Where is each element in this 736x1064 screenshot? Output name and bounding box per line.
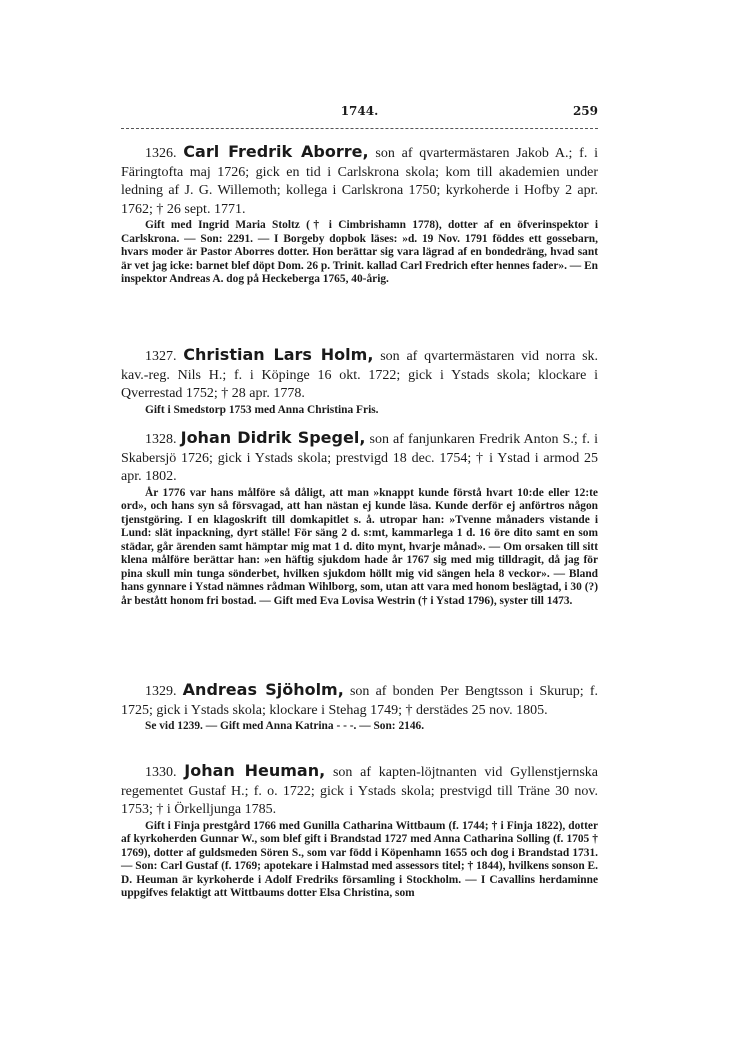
entry-name: Andreas Sjöholm, bbox=[182, 680, 344, 699]
entry-main-text bbox=[121, 429, 598, 487]
entry-biography: son af qvartermästaren vid norra sk. kav.-reg. Nils H.; f. i Köpinge 16 okt. 1722; gick i Ystads skola; klockare i Qverrestad 1752; † 28 apr. 1778. bbox=[121, 349, 599, 401]
entry-biography: son af fanjunkaren Fredrik Anton S.; f. i Skabersjö 1726; gick i Ystads skola; prestvigd 18 dec. 1754; † i Ystad i armod 25 apr. 1802. bbox=[121, 432, 599, 484]
entry-note: Gift med Ingrid Maria Stoltz († i Cimbrishamn 1778), dotter af en öfverinspektor i Carlskrona. — Son: 2291. — I Borgeby dopbok läses: »d. 19 Nov. 1791 föddes ett gossebarn, hvars moder är Pastor Aborres dotter. Hon berättar sig vara lägrad af en bondedräng, hvad sant är vet jag icke: barnet blef döpt Dom. 26 p. Trinit. kallad Carl Fredrich efter hennes fader». — En inspektor Andreas A. dog på Heckeberga 1765, 40-årig. bbox=[121, 219, 598, 285]
entry-name: Carl Fredrik Aborre, bbox=[183, 142, 369, 161]
entry-1327 bbox=[121, 346, 598, 417]
entry-note: Gift i Smedstorp 1753 med Anna Christina Fris. bbox=[145, 403, 379, 416]
entry-main-text bbox=[121, 681, 598, 720]
entry-number: 1326. bbox=[145, 146, 177, 161]
header-rule bbox=[121, 128, 598, 129]
entry-main-text bbox=[121, 762, 598, 820]
entry-name: Christian Lars Holm, bbox=[183, 345, 374, 364]
entry-main-text bbox=[121, 346, 598, 404]
entry-biography: son af bonden Per Bengtsson i Skurup; f. 1725; gick i Ystads skola; klockare i Stehag 1749; † derstädes 25 nov. 1805. bbox=[121, 684, 599, 718]
entry-1330 bbox=[121, 762, 598, 901]
entry-number: 1329. bbox=[145, 684, 177, 699]
entry-1329 bbox=[121, 681, 598, 734]
entry-name: Johan Didrik Spegel, bbox=[180, 428, 366, 447]
entry-1328 bbox=[121, 429, 598, 608]
running-header bbox=[121, 104, 598, 124]
entry-main-text bbox=[121, 143, 598, 219]
entry-note: År 1776 var hans målföre så dåligt, att man »knappt kunde förstå hvart 10:de eller 12:te ord», och hans syn så försvagad, att han nästan ej kunde läsa. Kunde derför ej anförtros någon tjenstgöring. I en klagoskrift till domkapitlet s. å. utropar han: »Tvenne månaders vistande i Lund: slät inpackning, dyrt ställe! För säng 2 d. s:mt, kammarlega 1 d. 16 öre dito samt en som städar, går ärenden samt hämptar mig mat 1 d. dito mynt, hvarje månad». — Om orsaken till sitt klena målföre berättar han: »en häftig sjukdom hade år 1767 sig med mig tilldragit, då jag för pina skull min tunga sönderbet, hvilken sjukdom höllt mig vid sängen hela 8 veckor». — Bland hans gynnare i Ystad nämnes rådman Wihlborg, som, utan att vara med honom beslägtad, i 30 (?) år bestått honom fri bostad. — Gift med Eva Lovisa Westrin († i Ystad 1796), syster till 1473. bbox=[121, 486, 598, 607]
page-number: 259 bbox=[572, 104, 598, 118]
entry-1326 bbox=[121, 143, 598, 287]
entry-name: Johan Heuman, bbox=[184, 761, 326, 780]
entry-biography: son af qvartermästaren Jakob A.; f. i Färingtofta maj 1726; gick en tid i Carlskrona skola; kom till akademien under ledning af J. G. Willemoth; kollega i Carlskrona 1750; kyrkoherde i Hofby 2 apr. 1762; † 26 sept. 1771. bbox=[121, 146, 599, 217]
entry-note: Gift i Finja prestgård 1766 med Gunilla Catharina Wittbaum (f. 1744; † i Finja 1822), dotter af kyrkoherden Gunnar W., som blef gift i Brandstad 1727 med Anna Catharina Solling (f. 1705 † 1769), dotter af guldsmeden Sören S., som var född i Köpenhamn 1655 och dog i Brandstad 1731. — Son: Carl Gustaf (f. 1769; apotekare i Halmstad med assessors titel; † 1844), hvilkens sonson E. D. Heuman är kyrkoherde i Adolf Fredriks församling i Stockholm. — I Cavallins herdaminne uppgifves felaktigt att Wittbaums dotter Elsa Christina, som bbox=[121, 819, 598, 899]
entry-biography: son af kapten-löjtnanten vid Gyllenstjernska regementet Gustaf H.; f. o. 1722; gick i Ystads skola; prestvigd till Träne 30 nov. 1753; † i Örkelljunga 1785. bbox=[121, 765, 599, 817]
entry-note: Se vid 1239. — Gift med Anna Katrina - - -. — Son: 2146. bbox=[145, 720, 425, 732]
entry-number: 1327. bbox=[145, 349, 177, 364]
entry-number: 1328. bbox=[145, 432, 177, 447]
entry-number: 1330. bbox=[145, 765, 177, 780]
header-year: 1744. bbox=[340, 104, 379, 118]
